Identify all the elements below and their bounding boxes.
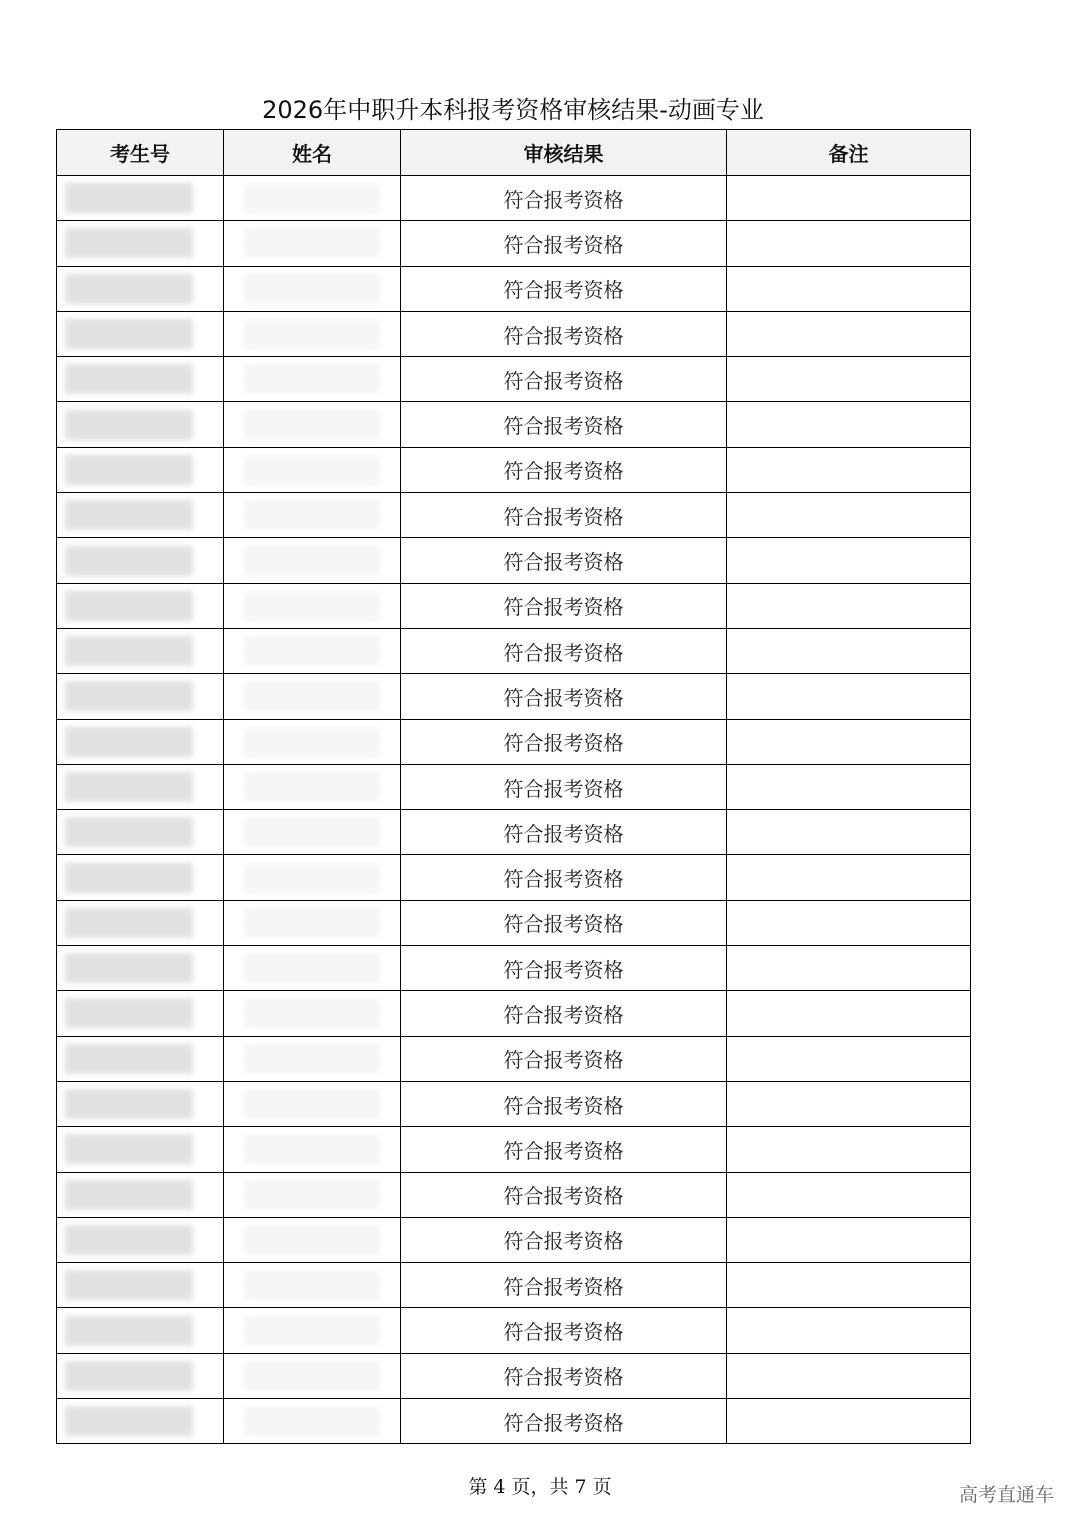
exam-number-cell	[57, 1081, 224, 1126]
exam-number-cell	[57, 1263, 224, 1308]
exam-number-cell	[57, 1353, 224, 1398]
remarks-cell	[727, 402, 971, 447]
remarks-cell	[727, 266, 971, 311]
exam-number-cell	[57, 447, 224, 492]
review-result-cell: 符合报考资格	[401, 1353, 727, 1398]
redacted-exam-number	[65, 228, 193, 258]
name-cell	[224, 266, 401, 311]
table-row	[57, 1399, 971, 1444]
table-row	[57, 311, 971, 356]
name-cell	[224, 1353, 401, 1398]
name-cell	[224, 583, 401, 628]
exam-number-cell	[57, 764, 224, 809]
exam-number-cell	[57, 311, 224, 356]
remarks-cell	[727, 1172, 971, 1217]
remarks-cell	[727, 674, 971, 719]
exam-number-cell	[57, 221, 224, 266]
redacted-exam-number	[65, 1044, 193, 1074]
redacted-exam-number	[65, 1089, 193, 1119]
redacted-exam-number	[65, 1225, 193, 1255]
remarks-cell	[727, 1399, 971, 1444]
remarks-cell	[727, 1036, 971, 1081]
table-row	[57, 1081, 971, 1126]
exam-number-cell	[57, 493, 224, 538]
redacted-exam-number	[65, 636, 193, 666]
review-result-cell: 符合报考资格	[401, 176, 727, 221]
review-result-cell: 符合报考资格	[401, 719, 727, 764]
name-cell	[224, 1308, 401, 1353]
exam-number-cell	[57, 402, 224, 447]
exam-number-cell	[57, 900, 224, 945]
name-cell	[224, 855, 401, 900]
exam-number-cell	[57, 266, 224, 311]
header-remarks: 备注	[727, 130, 971, 176]
review-result-cell: 符合报考资格	[401, 1081, 727, 1126]
document-title: 2026年中职升本科报考资格审核结果-动画专业	[262, 96, 764, 124]
name-cell	[224, 1036, 401, 1081]
redacted-exam-number	[65, 455, 193, 485]
remarks-cell	[727, 493, 971, 538]
redacted-name	[244, 546, 380, 576]
review-result-cell: 符合报考资格	[401, 583, 727, 628]
table-row	[57, 176, 971, 221]
remarks-cell	[727, 311, 971, 356]
table-row	[57, 357, 971, 402]
redacted-name	[244, 953, 380, 983]
review-result-cell: 符合报考资格	[401, 946, 727, 991]
table-row	[57, 719, 971, 764]
header-review-result: 审核结果	[401, 130, 727, 176]
redacted-name	[244, 410, 380, 440]
table-row	[57, 1172, 971, 1217]
redacted-exam-number	[65, 953, 193, 983]
table-row	[57, 946, 971, 991]
redacted-name	[244, 681, 380, 711]
table-row	[57, 1217, 971, 1262]
name-cell	[224, 176, 401, 221]
table-row	[57, 674, 971, 719]
review-result-cell: 符合报考资格	[401, 266, 727, 311]
review-result-cell: 符合报考资格	[401, 357, 727, 402]
table-row	[57, 1353, 971, 1398]
redacted-exam-number	[65, 1316, 193, 1346]
redacted-name	[244, 319, 380, 349]
header-name: 姓名	[224, 130, 401, 176]
redacted-name	[244, 228, 380, 258]
redacted-exam-number	[65, 1270, 193, 1300]
redacted-name	[244, 1134, 380, 1164]
redacted-exam-number	[65, 500, 193, 530]
redacted-exam-number	[65, 546, 193, 576]
redacted-name	[244, 274, 380, 304]
name-cell	[224, 447, 401, 492]
review-result-cell: 符合报考资格	[401, 447, 727, 492]
table-row	[57, 221, 971, 266]
table-row	[57, 447, 971, 492]
name-cell	[224, 493, 401, 538]
redacted-name	[244, 1089, 380, 1119]
redacted-exam-number	[65, 863, 193, 893]
exam-number-cell	[57, 357, 224, 402]
redacted-name	[244, 1044, 380, 1074]
remarks-cell	[727, 719, 971, 764]
review-result-cell: 符合报考资格	[401, 764, 727, 809]
name-cell	[224, 764, 401, 809]
redacted-exam-number	[65, 908, 193, 938]
page-number: 第 4 页，共 7 页	[468, 1476, 612, 1498]
table-row	[57, 991, 971, 1036]
name-cell	[224, 719, 401, 764]
redacted-exam-number	[65, 1406, 193, 1436]
redacted-exam-number	[65, 772, 193, 802]
remarks-cell	[727, 628, 971, 673]
table-row	[57, 583, 971, 628]
exam-number-cell	[57, 1172, 224, 1217]
review-result-cell: 符合报考资格	[401, 1172, 727, 1217]
name-cell	[224, 810, 401, 855]
redacted-name	[244, 1270, 380, 1300]
remarks-cell	[727, 357, 971, 402]
table-row	[57, 402, 971, 447]
table-row	[57, 493, 971, 538]
redacted-exam-number	[65, 1134, 193, 1164]
table-row	[57, 538, 971, 583]
remarks-cell	[727, 1217, 971, 1262]
redacted-name	[244, 998, 380, 1028]
name-cell	[224, 900, 401, 945]
review-result-cell: 符合报考资格	[401, 538, 727, 583]
redacted-exam-number	[65, 681, 193, 711]
remarks-cell	[727, 176, 971, 221]
name-cell	[224, 674, 401, 719]
redacted-name	[244, 863, 380, 893]
redacted-name	[244, 908, 380, 938]
review-result-cell: 符合报考资格	[401, 674, 727, 719]
redacted-exam-number	[65, 183, 193, 213]
name-cell	[224, 1081, 401, 1126]
name-cell	[224, 402, 401, 447]
redacted-name	[244, 727, 380, 757]
table-row	[57, 764, 971, 809]
redacted-name	[244, 1361, 380, 1391]
exam-number-cell	[57, 1127, 224, 1172]
review-result-cell: 符合报考资格	[401, 900, 727, 945]
remarks-cell	[727, 810, 971, 855]
remarks-cell	[727, 991, 971, 1036]
exam-number-cell	[57, 1036, 224, 1081]
exam-number-cell	[57, 855, 224, 900]
table-row	[57, 810, 971, 855]
redacted-exam-number	[65, 274, 193, 304]
name-cell	[224, 538, 401, 583]
name-cell	[224, 311, 401, 356]
review-result-cell: 符合报考资格	[401, 402, 727, 447]
redacted-name	[244, 455, 380, 485]
redacted-exam-number	[65, 591, 193, 621]
remarks-cell	[727, 447, 971, 492]
redacted-exam-number	[65, 319, 193, 349]
remarks-cell	[727, 583, 971, 628]
name-cell	[224, 991, 401, 1036]
redacted-name	[244, 183, 380, 213]
exam-number-cell	[57, 1399, 224, 1444]
redacted-exam-number	[65, 817, 193, 847]
review-result-cell: 符合报考资格	[401, 1399, 727, 1444]
table-row	[57, 628, 971, 673]
remarks-cell	[727, 1308, 971, 1353]
exam-number-cell	[57, 1308, 224, 1353]
redacted-name	[244, 1225, 380, 1255]
review-result-cell: 符合报考资格	[401, 855, 727, 900]
header-exam-number: 考生号	[57, 130, 224, 176]
remarks-cell	[727, 900, 971, 945]
review-result-cell: 符合报考资格	[401, 810, 727, 855]
name-cell	[224, 628, 401, 673]
results-table	[56, 129, 971, 1444]
redacted-exam-number	[65, 998, 193, 1028]
exam-number-cell	[57, 810, 224, 855]
redacted-name	[244, 364, 380, 394]
redacted-name	[244, 1180, 380, 1210]
remarks-cell	[727, 855, 971, 900]
review-result-cell: 符合报考资格	[401, 1036, 727, 1081]
review-result-cell: 符合报考资格	[401, 991, 727, 1036]
name-cell	[224, 946, 401, 991]
remarks-cell	[727, 1081, 971, 1126]
name-cell	[224, 1217, 401, 1262]
table-row	[57, 1308, 971, 1353]
redacted-exam-number	[65, 1180, 193, 1210]
remarks-cell	[727, 221, 971, 266]
redacted-name	[244, 1316, 380, 1346]
table-row	[57, 266, 971, 311]
table-row	[57, 1263, 971, 1308]
exam-number-cell	[57, 176, 224, 221]
table-row	[57, 900, 971, 945]
exam-number-cell	[57, 946, 224, 991]
remarks-cell	[727, 1353, 971, 1398]
redacted-exam-number	[65, 727, 193, 757]
redacted-exam-number	[65, 364, 193, 394]
redacted-name	[244, 500, 380, 530]
table-row	[57, 1036, 971, 1081]
name-cell	[224, 1127, 401, 1172]
table-row	[57, 1127, 971, 1172]
redacted-name	[244, 636, 380, 666]
name-cell	[224, 1172, 401, 1217]
review-result-cell: 符合报考资格	[401, 1127, 727, 1172]
remarks-cell	[727, 946, 971, 991]
review-result-cell: 符合报考资格	[401, 1217, 727, 1262]
exam-number-cell	[57, 583, 224, 628]
review-result-cell: 符合报考资格	[401, 493, 727, 538]
name-cell	[224, 1263, 401, 1308]
exam-number-cell	[57, 991, 224, 1036]
redacted-name	[244, 772, 380, 802]
redacted-exam-number	[65, 1361, 193, 1391]
exam-number-cell	[57, 674, 224, 719]
table-row	[57, 855, 971, 900]
exam-number-cell	[57, 719, 224, 764]
remarks-cell	[727, 1127, 971, 1172]
review-result-cell: 符合报考资格	[401, 1263, 727, 1308]
exam-number-cell	[57, 628, 224, 673]
review-result-cell: 符合报考资格	[401, 1308, 727, 1353]
name-cell	[224, 221, 401, 266]
exam-number-cell	[57, 538, 224, 583]
redacted-exam-number	[65, 410, 193, 440]
redacted-name	[244, 591, 380, 621]
redacted-name	[244, 1406, 380, 1436]
table-body	[57, 176, 971, 1444]
remarks-cell	[727, 764, 971, 809]
exam-number-cell	[57, 1217, 224, 1262]
name-cell	[224, 357, 401, 402]
review-result-cell: 符合报考资格	[401, 628, 727, 673]
review-result-cell: 符合报考资格	[401, 311, 727, 356]
remarks-cell	[727, 538, 971, 583]
review-result-cell: 符合报考资格	[401, 221, 727, 266]
watermark: 高考直通车	[958, 1484, 1054, 1506]
table-header-row	[57, 130, 971, 176]
name-cell	[224, 1399, 401, 1444]
redacted-name	[244, 817, 380, 847]
remarks-cell	[727, 1263, 971, 1308]
